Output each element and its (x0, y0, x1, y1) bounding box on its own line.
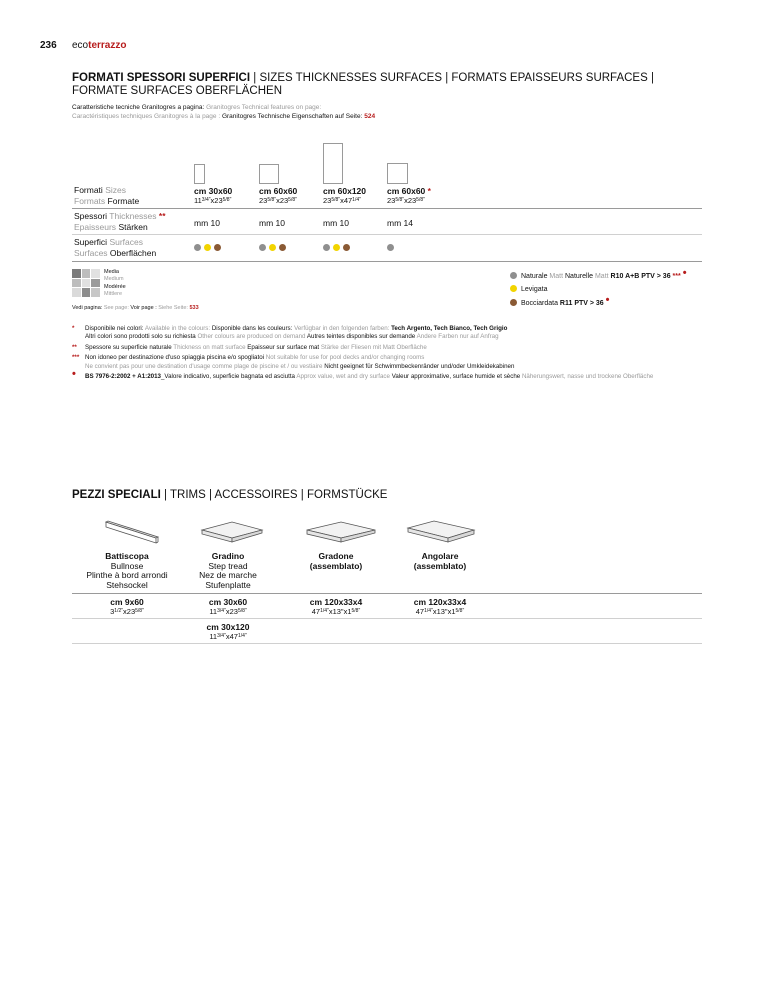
refs-en: Granitogres Technical features on page: (206, 104, 322, 111)
formats-en: Sizes (105, 185, 126, 195)
step-tread-drawing (198, 520, 264, 544)
size-cm: cm 60x60 (259, 186, 298, 196)
variation-fr: Modérée (104, 283, 126, 290)
variation-de: Mittlere (104, 290, 123, 297)
surface-dots (194, 244, 224, 252)
surface-dot (214, 244, 221, 251)
surface-dot (194, 244, 201, 251)
size-inches: $23^{5/8"}x23^{5/8"}$ (259, 196, 297, 205)
brand-name (72, 40, 126, 51)
footnotes (72, 325, 712, 382)
surface-dot (279, 244, 286, 251)
row-label-surfaces (74, 237, 156, 259)
surface-dots (259, 244, 289, 252)
footnote: • BS 7976-2:2002 + A1:2013_Valore indicativo, superficie bagnata ed asciutta Approx value, wet and dry surface Valeur approximative, surface humide et sèche Näherungswert, nasse und trockene Oberfläche (72, 368, 654, 381)
finish-item: Bocciardata R11 PTV > 36 • (510, 296, 687, 310)
divider (72, 234, 702, 235)
trim-name-gradone: Gradone (assemblato) (309, 551, 363, 571)
footnote: *** Non idoneo per destinazione d'uso spiaggia piscina e/o spogliatoi Not suitable for use for pool decks and/or changing rooms Ne convient pas pour une destination d'usage comme plage de piscine et / ou vestiaire Nicht geeignet für Schwimmbeckenränder und/oder Umkleidekabinen (72, 354, 515, 370)
formats-fr: Formats (74, 196, 106, 206)
finish-item: Naturale Matt Naturelle Matt R10 A+B PTV > 36 *** • (510, 269, 687, 283)
thickness-en: Thicknesses (109, 211, 157, 221)
refs-de: Granitogres Technische Eigenschaften auf Seite: (221, 113, 363, 120)
see-page-ref: Vedi pagina: See page: Voir page : Siehe Seite: 533 (72, 305, 199, 311)
surface-dot (269, 244, 276, 251)
thickness-cell: mm 14 (387, 218, 413, 228)
size-cm: cm 60x60 * (387, 186, 431, 196)
trim-name-bullnose: Battiscopa Bullnose Plinthe à bord arrondi Stehsockel (86, 551, 168, 590)
gradone-drawing (303, 520, 377, 544)
technical-refs (72, 103, 375, 121)
size-cell (323, 186, 366, 206)
size-inches: $23^{5/8"}x23^{5/8"}$ (387, 196, 425, 205)
refs-fr: Caractéristiques techniques Granitogres à la page : (72, 113, 221, 120)
finishes-legend (510, 269, 687, 310)
row-label-thickness (74, 211, 166, 233)
size-cm: cm 30x60 (194, 186, 233, 196)
variation-en: Medium (104, 276, 124, 283)
surface-dot (259, 244, 266, 251)
thumb-30x60 (194, 164, 205, 184)
thickness-it: Spessori (74, 211, 108, 221)
finish-dot (510, 299, 517, 306)
divider (72, 618, 702, 619)
size-inches: $11^{3/4"}x23^{5/8"}$ (194, 196, 232, 205)
formats-it: Formati (74, 185, 103, 195)
bullnose-drawing (100, 518, 162, 546)
surface-dot (323, 244, 330, 251)
formats-title-rest: | SIZES THICKNESSES SURFACES | FORMATS EPAISSEURS SURFACES | FORMATE SURFACES OBERFLÄCHEN (72, 72, 654, 97)
shade-variation-text (104, 269, 126, 298)
trim-size: cm 30x60 $11^{3/4"}x23^{5/8"}$ (208, 597, 248, 616)
thumb-60x60 (259, 164, 279, 184)
size-cell (194, 186, 232, 206)
surface-dot (333, 244, 340, 251)
page-number: 236 (40, 40, 57, 51)
brand-suffix: terrazzo (88, 40, 127, 51)
surfaces-it: Superfici (74, 237, 108, 247)
finish-dot (510, 285, 517, 292)
formats-de: Formate (107, 196, 140, 206)
shade-variation-icon (72, 269, 100, 297)
thumb-60x60-14mm (387, 163, 408, 184)
divider (72, 261, 702, 262)
surfaces-en: Surfaces (109, 237, 143, 247)
refs-it: Caratteristiche tecniche Granitogres a pagina: (72, 104, 205, 111)
footnote: * Disponibile nei colori: Available in the colours: Disponible dans les couleurs: Verfügbar in den folgenden farben: Tech Argento, Tech Bianco, Tech Grigio Altri colori sono prodotti solo su richiesta Other colours are produced on demand Autres teintes disponibles sur demande Andere Farben nur auf Anfrag (72, 325, 508, 341)
divider (72, 643, 702, 644)
finish-dot (510, 272, 517, 279)
brand-prefix: eco (72, 40, 89, 51)
trim-size: cm 120x33x4 $47^{1/4"}x13"x1^{5/8"}$ (413, 597, 467, 616)
size-cell (387, 186, 431, 206)
size-cm: cm 60x120 (323, 186, 367, 196)
surfaces-fr: Surfaces (74, 248, 108, 258)
thickness-cell: mm 10 (323, 218, 349, 228)
formats-section-title (72, 72, 712, 98)
trims-section-title: PEZZI SPECIALI | TRIMS | ACCESSOIRES | FORMSTÜCKE (72, 489, 388, 501)
divider (72, 208, 702, 209)
formats-title-bold: FORMATI SPESSORI SUPERFICI (72, 72, 251, 84)
divider (72, 593, 702, 594)
size-inches: $23^{5/8"}x47^{1/4"}$ (323, 196, 361, 205)
surface-dots (387, 244, 397, 252)
size-mark: * (427, 186, 431, 196)
angolare-drawing (404, 518, 478, 546)
surface-dot (387, 244, 394, 251)
footnote: ** Spessore su superficie naturale Thickness on matt surface Epaisseur sur surface mat Stärke der Fliesen mit Matt Oberfläche (72, 343, 427, 351)
surface-dot (204, 244, 211, 251)
thickness-mark: ** (158, 211, 166, 221)
thickness-de: Stärken (118, 222, 148, 232)
refs-page: 524 (364, 113, 376, 120)
row-label-formats (74, 185, 139, 207)
size-cell (259, 186, 297, 206)
thickness-cell: mm 10 (194, 218, 220, 228)
surface-dots (323, 244, 353, 252)
finish-item: Levigata (510, 283, 687, 296)
trim-name-angolare: Angolare (assemblato) (413, 551, 467, 571)
trim-name-step-tread: Gradino Step tread Nez de marche Stufenplatte (199, 551, 257, 590)
trim-size: cm 120x33x4 $47^{1/4"}x13"x1^{5/8"}$ (309, 597, 363, 616)
trim-size: cm 30x120 $11^{3/4"}x47^{1/4"}$ (206, 622, 250, 641)
trim-size: cm 9x60 $3^{1/2"}x23^{5/8"}$ (110, 597, 144, 616)
surfaces-de: Oberflächen (109, 248, 157, 258)
surface-dot (343, 244, 350, 251)
thickness-fr: Epaisseurs (74, 222, 117, 232)
variation-it: Media (104, 269, 119, 275)
thumb-60x120 (323, 143, 343, 184)
thickness-cell: mm 10 (259, 218, 285, 228)
